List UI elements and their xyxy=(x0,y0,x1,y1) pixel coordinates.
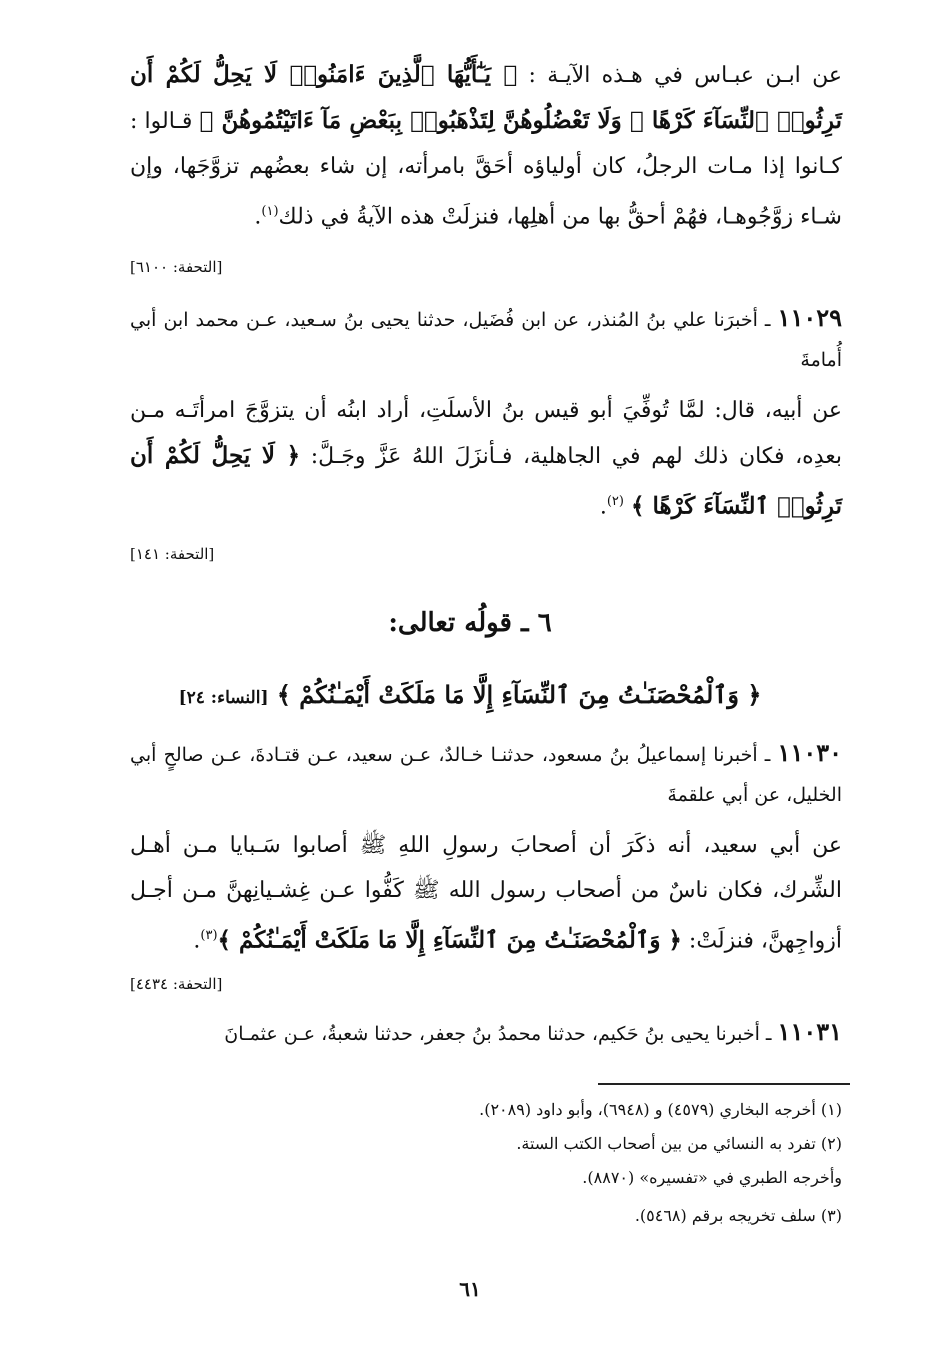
footnote-divider xyxy=(598,1083,850,1085)
quran-quote: ﴿ وَٱلْمُحْصَنَـٰتُ مِنَ ٱلنِّسَآءِ إِلَّا مَا مَلَكَتْ أَيْمَـٰنُكُمْ ﴾ xyxy=(217,926,682,954)
isnad-text: ـ أخبرنا يحيى بنُ حَكيم، حدثنا محمدُ بنُ جعفر، حدثنا شعبةُ، عـن عثمـانَ xyxy=(224,1023,772,1045)
hadith-header-11030 xyxy=(130,733,842,815)
footnote-ref[interactable]: (١) xyxy=(261,204,279,219)
section-verse xyxy=(0,680,940,709)
footnote-2: (٢) تفرد به النسائي من بين أصحاب الكتب الستة. xyxy=(516,1134,842,1153)
footnote-ref[interactable]: (٣) xyxy=(200,928,218,943)
tuhfa-reference: [التحفة: ٦١٠٠] xyxy=(130,258,223,276)
page-number: ٦١ xyxy=(459,1277,481,1301)
section-heading: ٦ ـ قولُه تعالى: xyxy=(388,608,552,638)
hadith-header-11031 xyxy=(130,1012,842,1054)
paragraph-text: عن أبي سعيد، أنه ذكَرَ أن أصحابَ رسولِ اللهِ ﷺ أصابوا سَـبايا مـن أهـل الشِّرك، فكان ناسٌ من أصحاب رسول الله ﷺ كَفُّوا عـن غِشـيانِهنَّ مـن أجـل أزواجِهنَّ، فنزلَتْ: xyxy=(130,833,842,954)
footnote-1: (١) أخرجه البخاري (٤٥٧٩) و (٦٩٤٨)، وأبو داود (٢٠٨٩). xyxy=(479,1100,842,1119)
paragraph-text: قـالوا : كـانوا إذا مـات الرجلُ، كان أولياؤه أحَقَّ بامرأته، إن شاء بعضُهم تزوَّجَها، وإن شـاء زوَّجُوهـا، فهُمْ أحقُّ بها من أهلِها، فنزلَتْ هذه الآيةُ في ذلك xyxy=(130,109,842,230)
hadith-number: ١١٠٣١ xyxy=(777,1017,842,1046)
quran-verse: ﴿ وَٱلْمُحْصَنَـٰتُ مِنَ ٱلنِّسَآءِ إِلَّا مَا مَلَكَتْ أَيْمَـٰنُكُمْ ﴾ xyxy=(276,680,762,709)
verse-source: [النساء: ٢٤] xyxy=(178,688,269,708)
paragraph-abu-qays: عن أبيه، قال: لمَّا تُوفِّيَ أبو قيس بنُ الأسلَتِ، أراد ابنُه أن يتزوَّجَ امرأتَـه مـن بعدِه، فكان ذلك لهم في الجاهلية، فـأنزَلَ اللهُ عَزَّ وجَـلَّ: ﴿ لَا يَحِلُّ لَكُمْ أَن تَرِثُوا۟ ٱلنِّسَآءَ كَرْهًا ﴾ $^{(٢)}$. xyxy=(130,398,842,520)
paragraph-ibn-abbas: عن ابـن عبـاس في هـذه الآيـة : ﴿ يَـٰٓأَيُّهَا ٱلَّذِينَ ءَامَنُوا۟ لَا يَحِلُّ لَكُمْ أَن تَرِثُوا۟ ٱلنِّسَآءَ كَرْهًا ۖ وَلَا تَعْضُلُوهُنَّ لِتَذْهَبُوا۟ بِبَعْضِ مَآ ءَاتَيْتُمُوهُنَّ ﴾ قـالوا : كـانوا إذا مـات الرجلُ، كان أولياؤه أحَقَّ بامرأته، إن شاء بعضُهم تزوَّجَها، وإن شـاء زوَّجُوهـا، فهُمْ أحقُّ بها من أهلِها، فنزلَتْ هذه الآيةُ في ذلك$^{(١)}$. xyxy=(130,61,843,230)
hadith-number: ١١٠٢٩ xyxy=(777,303,842,332)
tuhfa-reference: [التحفة: ١٤١] xyxy=(130,545,215,563)
footnote-ref[interactable]: (٢) xyxy=(606,494,624,509)
paragraph-abu-said: عن أبي سعيد، أنه ذكَرَ أن أصحابَ رسولِ اللهِ ﷺ أصابوا سَـبايا مـن أهـل الشِّرك، فكان ناسٌ من أصحاب رسول الله ﷺ كَفُّوا عـن غِشـيانِهنَّ مـن أجـل أزواجِهنَّ، فنزلَتْ: ﴿ وَٱلْمُحْصَنَـٰتُ مِنَ ٱلنِّسَآءِ إِلَّا مَا مَلَكَتْ أَيْمَـٰنُكُمْ ﴾$^{(٣)}$. xyxy=(130,833,842,954)
hadith-number: ١١٠٣٠ xyxy=(777,738,842,767)
paragraph-text: عن ابـن عبـاس في هـذه الآيـة : xyxy=(528,63,843,88)
paragraph-text: عن أبيه، قال: لمَّا تُوفِّيَ أبو قيس بنُ الأسلَتِ، أراد ابنُه أن يتزوَّجَ امرأتَـه مـن بعدِه، فكان ذلك لهم في الجاهلية، فـأنزَلَ اللهُ عَزَّ وجَـلَّ: xyxy=(130,398,842,469)
quran-quote: ﴿ يَـٰٓأَيُّهَا ٱلَّذِينَ ءَامَنُوا۟ لَا يَحِلُّ لَكُمْ أَن تَرِثُوا۟ ٱلنِّسَآءَ كَرْهًا ۖ وَلَا تَعْضُلُوهُنَّ لِتَذْهَبُوا۟ بِبَعْضِ مَآ ءَاتَيْتُمُوهُنَّ ﴾ xyxy=(130,61,842,134)
hadith-header-11029 xyxy=(130,298,842,380)
tuhfa-reference: [التحفة: ٤٤٣٤] xyxy=(130,975,223,993)
isnad-text: ـ أخبرَنا علي بنُ المُنذر، عن ابن فُضَيل، حدثنا يحيى بنُ سـعيد، عـن محمد ابن أبي أُمامةَ xyxy=(130,309,842,371)
footnote-3: (٣) سلف تخريجه برقم (٥٤٦٨). xyxy=(634,1206,842,1225)
isnad-text: ـ أخبرنا إسماعيلُ بنُ مسعود، حدثنـا خـالدٌ، عـن سعيد، عـن قتـادةَ، عـن صالحٍ أبي الخليل، عن أبي علقمةَ xyxy=(130,744,842,806)
quran-quote: ﴿ لَا يَحِلُّ لَكُمْ أَن تَرِثُوا۟ ٱلنِّسَآءَ كَرْهًا ﴾ xyxy=(130,442,842,520)
footnote-2-continued: وأخرجه الطبري في «تفسيره» (٨٨٧٠). xyxy=(582,1168,842,1187)
